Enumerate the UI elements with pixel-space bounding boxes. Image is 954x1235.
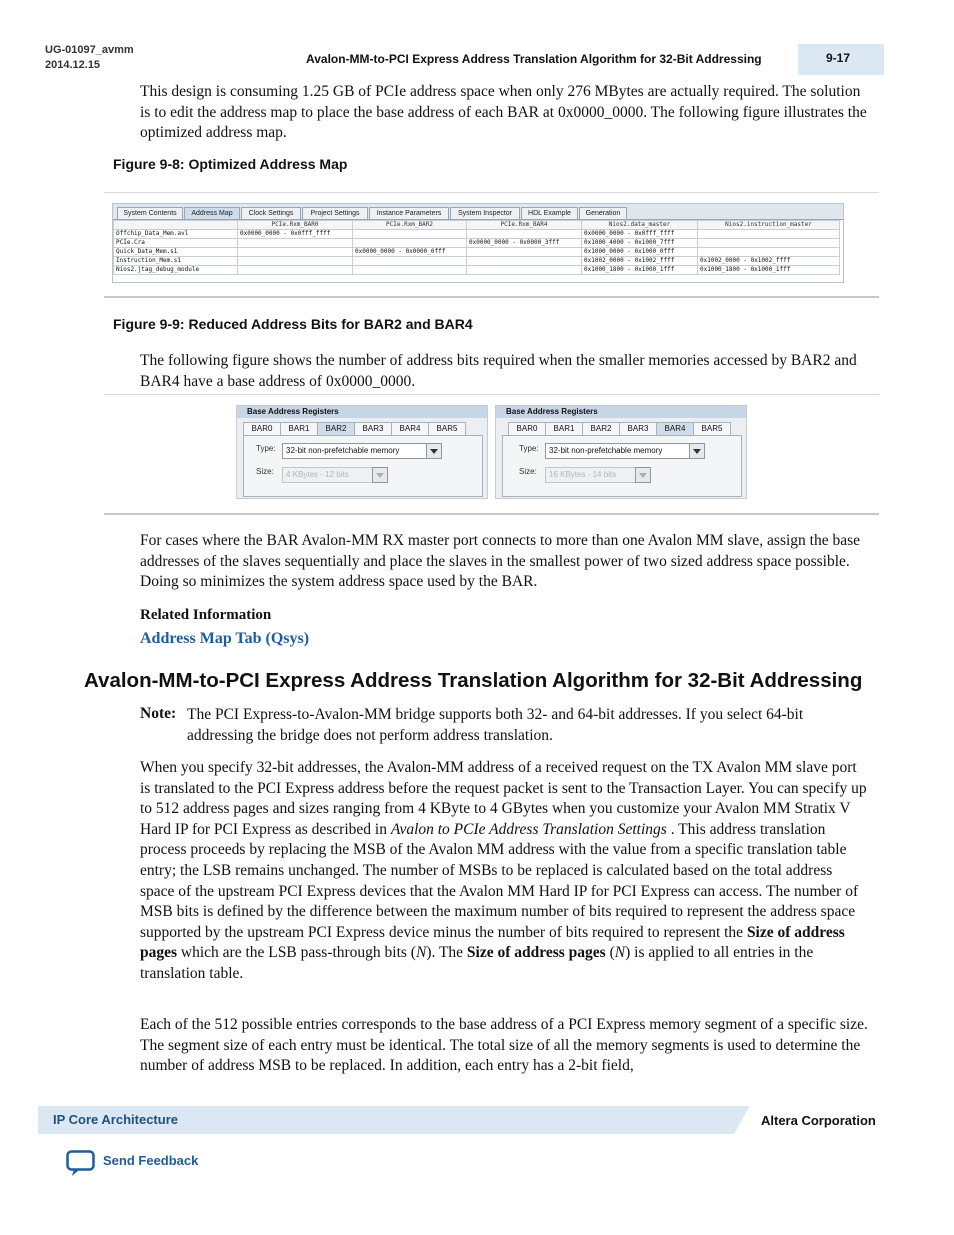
- figure-8-bottom-rule: [104, 296, 879, 298]
- text-run: When you specify 32-bit addresses, the Avalon-MM address of a received request on the TX Avalon MM slave port is translated to the PCI Express address before the request packet is sent to the Transaction Layer. You can specify up to 512 address pages and sizes ranging from 4 KByte to 4 GBytes when you customize your Avalon MM Stratix V Hard IP for PCI Express as described in: [140, 759, 867, 838]
- bar-settings-body: [502, 435, 742, 497]
- text-run: (: [605, 944, 615, 962]
- size-label: Size:: [519, 467, 537, 476]
- table-row[interactable]: [114, 239, 840, 248]
- send-feedback-link[interactable]: Send Feedback: [103, 1153, 199, 1168]
- chevron-down-icon: [372, 467, 388, 483]
- tab-system-inspector[interactable]: System Inspector: [450, 207, 520, 220]
- table-cell[interactable]: [238, 257, 353, 266]
- size-label: Size:: [256, 467, 274, 476]
- translation-paragraph: [140, 758, 870, 985]
- type-select[interactable]: [282, 443, 428, 459]
- tab-bar3[interactable]: BAR3: [354, 422, 392, 436]
- note-text: The PCI Express-to-Avalon-MM bridge supports both 32- and 64-bit addresses. If you select 64-bit addressing the bridge does not perform address translation.: [187, 706, 804, 744]
- figure-9-top-rule: [104, 394, 879, 395]
- address-map-tabbar: [113, 204, 843, 220]
- text-run-italic: N: [614, 944, 626, 962]
- bar-placement-paragraph: For cases where the BAR Avalon-MM RX master port connects to more than one Avalon MM slave, assign the base addresses of the slaves sequentially and place the slaves in the smallest power of two sized address space possible. Doing so minimizes the system address space used by the BAR.: [140, 532, 861, 591]
- column-header: PCIe.Rxm_BAR0: [238, 221, 353, 230]
- table-row[interactable]: [114, 257, 840, 266]
- tab-clock-settings[interactable]: Clock Settings: [241, 207, 301, 220]
- table-cell[interactable]: [698, 248, 840, 257]
- table-cell[interactable]: [698, 230, 840, 239]
- tab-bar0[interactable]: BAR0: [243, 422, 281, 436]
- tab-system-contents[interactable]: System Contents: [117, 207, 183, 220]
- table-cell[interactable]: [467, 230, 582, 239]
- tab-hdl-example[interactable]: HDL Example: [521, 207, 578, 220]
- table-cell[interactable]: 0x1002_0000 - 0x1002_ffff: [698, 257, 840, 266]
- column-header: [114, 221, 238, 230]
- doc-id-block: [45, 43, 134, 73]
- panel-header: [237, 406, 487, 418]
- panel-title: Base Address Registers: [506, 407, 598, 416]
- size-select-value: 16 KBytes - 14 bits: [549, 470, 617, 479]
- doc-id: UG-01097_avmm: [45, 44, 134, 56]
- column-header: Nios2.data_master: [582, 221, 698, 230]
- table-cell[interactable]: [353, 239, 467, 248]
- table-cell[interactable]: 0x0000_0000 - 0x0000_3fff: [467, 239, 582, 248]
- type-label: Type:: [256, 444, 276, 453]
- text-run-bold: Size of address pages: [140, 923, 845, 962]
- table-cell[interactable]: [467, 248, 582, 257]
- doc-date: 2014.12.15: [45, 59, 101, 71]
- table-cell[interactable]: [353, 257, 467, 266]
- table-cell: Offchip_Data_Mem.avl: [114, 230, 238, 239]
- tab-bar2[interactable]: BAR2: [582, 422, 620, 436]
- entries-paragraph: Each of the 512 possible entries corresponds to the base address of a PCI Express memory segment of a specific size. The segment size of each entry must be identical. The total size of all the memory segments is used to determine the number of address MSB to be replaced. In addition, each entry has a 2-bit field,: [140, 1016, 868, 1075]
- tab-address-map[interactable]: Address Map: [184, 207, 240, 220]
- text-run: which are the LSB pass-through bits (: [177, 944, 416, 962]
- size-select: [545, 467, 637, 483]
- tab-generation[interactable]: Generation: [579, 207, 627, 220]
- tab-instance-parameters[interactable]: Instance Parameters: [369, 207, 449, 220]
- table-cell[interactable]: [467, 257, 582, 266]
- address-map-tab-link[interactable]: Address Map Tab (Qsys): [140, 630, 310, 647]
- type-select[interactable]: [545, 443, 691, 459]
- table-cell[interactable]: 0x0000_0000 - 0x0fff_ffff: [582, 230, 698, 239]
- table-header-row: [114, 221, 840, 230]
- table-cell: Quick_Data_Mem.s1: [114, 248, 238, 257]
- type-label: Type:: [519, 444, 539, 453]
- table-cell[interactable]: [238, 266, 353, 275]
- address-map-panel: [112, 203, 844, 283]
- table-cell[interactable]: [467, 266, 582, 275]
- column-header: Nios2.instruction_master: [698, 221, 840, 230]
- tab-bar5[interactable]: BAR5: [693, 422, 731, 436]
- footer-section-label: IP Core Architecture: [53, 1112, 178, 1127]
- figure-8-top-rule: [104, 192, 879, 193]
- table-cell[interactable]: 0x1000_4000 - 0x1000_7fff: [582, 239, 698, 248]
- panel-header: [496, 406, 746, 418]
- section-title: Avalon-MM-to-PCI Express Address Translation Algorithm for 32-Bit Addressing: [84, 669, 863, 692]
- tab-bar3[interactable]: BAR3: [619, 422, 657, 436]
- bar4-settings-panel: [495, 405, 747, 499]
- tab-bar2[interactable]: BAR2: [317, 422, 355, 436]
- table-cell[interactable]: 0x1000_1800 - 0x1000_1fff: [698, 266, 840, 275]
- footer-company: Altera Corporation: [761, 1113, 876, 1128]
- tab-bar4[interactable]: BAR4: [656, 422, 694, 436]
- page-number-box: [798, 44, 884, 75]
- table-cell: PCIe.Cra: [114, 239, 238, 248]
- bar2-settings-panel: [236, 405, 488, 499]
- figure-8-caption: Figure 9-8: Optimized Address Map: [113, 156, 348, 172]
- tab-bar4[interactable]: BAR4: [391, 422, 429, 436]
- column-header: PCIe.Rxm_BAR4: [467, 221, 582, 230]
- table-cell[interactable]: [353, 266, 467, 275]
- figure-9-caption: Figure 9-9: Reduced Address Bits for BAR2 and BAR4: [113, 316, 473, 332]
- chevron-down-icon[interactable]: [426, 443, 442, 459]
- intro-paragraph: This design is consuming 1.25 GB of PCIe address space when only 276 MBytes are actually required. The solution is to edit the address map to place the base address of each BAR at 0x0000_0000. The following figure illustrates the optimized address map.: [140, 83, 867, 142]
- page-number: 9-17: [826, 51, 851, 65]
- table-cell[interactable]: [238, 248, 353, 257]
- running-header-title: Avalon-MM-to-PCI Express Address Translation Algorithm for 32-Bit Addressing: [306, 52, 762, 66]
- figure-9-bottom-rule: [104, 513, 879, 515]
- tab-bar0[interactable]: BAR0: [508, 422, 546, 436]
- feedback-icon[interactable]: [66, 1150, 96, 1178]
- tab-bar1[interactable]: BAR1: [545, 422, 583, 436]
- panel-title: Base Address Registers: [247, 407, 339, 416]
- tab-bar5[interactable]: BAR5: [428, 422, 466, 436]
- table-cell: Instruction_Mem.s1: [114, 257, 238, 266]
- table-cell[interactable]: 0x1000_1800 - 0x1000_1fff: [582, 266, 698, 275]
- text-run-italic: N: [415, 944, 427, 962]
- related-info-heading: Related Information: [140, 607, 272, 623]
- bar-settings-body: [243, 435, 483, 497]
- table-row[interactable]: [114, 248, 840, 257]
- table-row[interactable]: [114, 266, 840, 275]
- text-run-bold: Size of address pages: [466, 944, 606, 962]
- chevron-down-icon: [635, 467, 651, 483]
- table-cell[interactable]: 0x0000_0000 - 0x0000_0fff: [353, 248, 467, 257]
- table-cell[interactable]: [698, 239, 840, 248]
- table-cell: Nios2.jtag_debug_module: [114, 266, 238, 275]
- type-select-value: 32-bit non-prefetchable memory: [286, 446, 400, 455]
- text-run-italic: Avalon to PCIe Address Translation Settings: [390, 820, 667, 838]
- size-select-value: 4 KBytes - 12 bits: [286, 470, 349, 479]
- table-cell[interactable]: [353, 230, 467, 239]
- table-cell[interactable]: 0x1000_0000 - 0x1000_0fff: [582, 248, 698, 257]
- tab-project-settings[interactable]: Project Settings: [302, 207, 368, 220]
- type-select-value: 32-bit non-prefetchable memory: [549, 446, 663, 455]
- text-run: ) is applied to all entries in the translation table.: [140, 944, 814, 982]
- table-cell[interactable]: [238, 239, 353, 248]
- size-select: [282, 467, 374, 483]
- note-label: Note:: [140, 705, 177, 722]
- table-cell[interactable]: 0x1002_0000 - 0x1002_ffff: [582, 257, 698, 266]
- table-cell[interactable]: 0x0000_0000 - 0x0fff_ffff: [238, 230, 353, 239]
- tab-bar1[interactable]: BAR1: [280, 422, 318, 436]
- chevron-down-icon[interactable]: [689, 443, 705, 459]
- table-row[interactable]: [114, 230, 840, 239]
- figure-9-intro: The following figure shows the number of address bits required when the smaller memories accessed by BAR2 and BAR4 have a base address of 0x0000_0000.: [140, 352, 857, 390]
- text-run: . This address translation process proceeds by replacing the MSB of the Avalon MM address with the value from a specific translation table entry; the LSB remains unchanged. The number of MSBs to be replaced is calculated based on the total address space of the upstream PCI Express devices that the Avalon MM Hard IP for PCI Express can access. The number of MSB bits is defined by the difference between the maximum number of bits required to represent the address space supported by the upstream PCI Express device minus the number of bits required to represent the: [140, 820, 859, 941]
- text-run: ). The: [426, 944, 467, 962]
- column-header: PCIe.Rxm_BAR2: [353, 221, 467, 230]
- address-map-table: [113, 220, 840, 275]
